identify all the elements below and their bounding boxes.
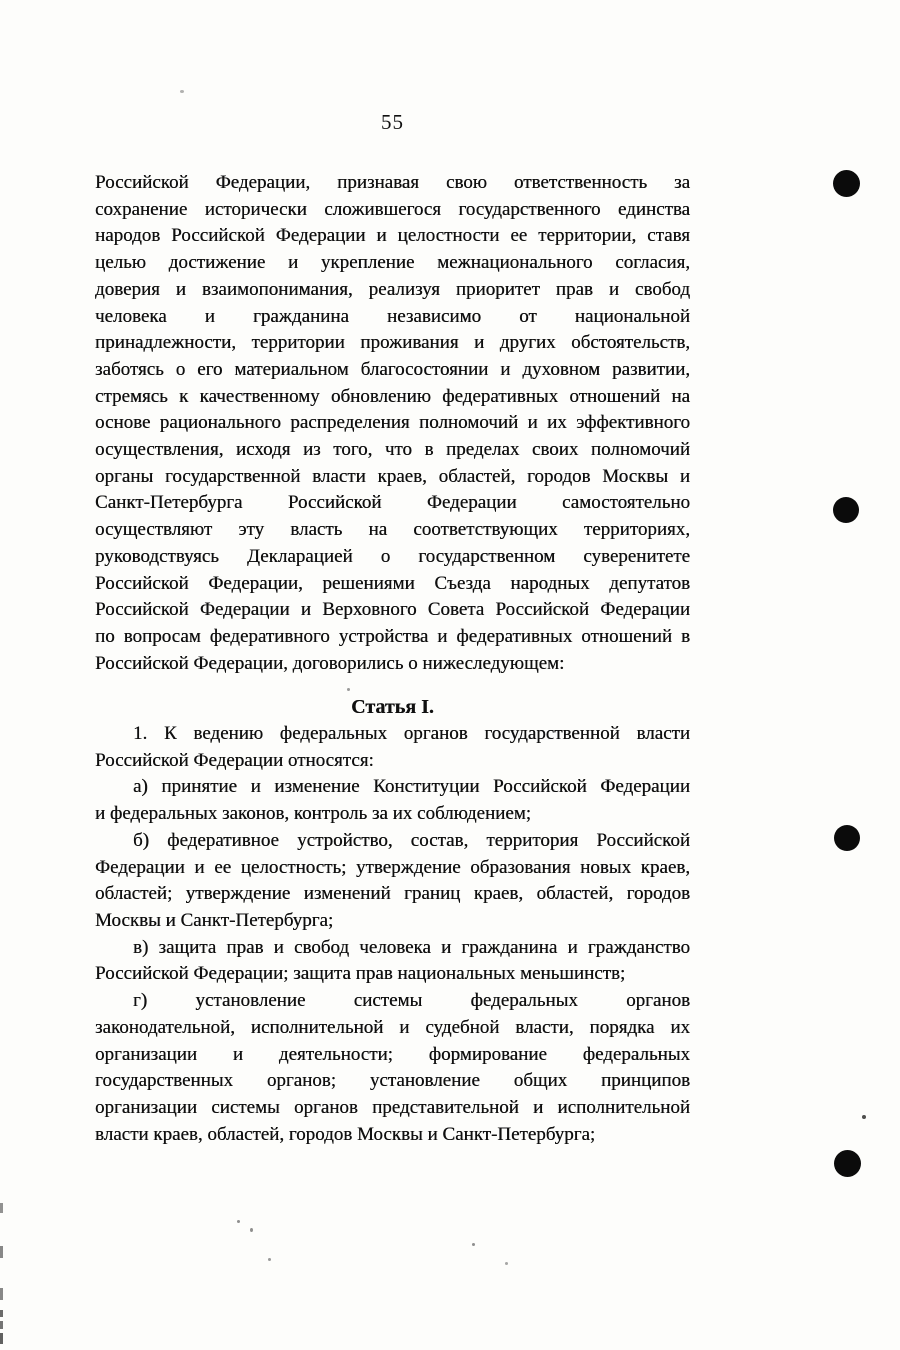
text-line: руководствуясь Декларацией о государственном суверенитете — [95, 545, 690, 567]
binder-hole-dot — [833, 497, 859, 523]
text-line: государственных органов; установление общих принципов — [95, 1070, 690, 1092]
scan-speck — [862, 1115, 866, 1119]
text-line: организации системы органов представительной и исполнительной — [95, 1096, 690, 1118]
article-item — [95, 935, 690, 988]
scan-edge-mark — [0, 1310, 3, 1317]
text-line: осуществления, исходя из того, что в пределах своих полномочий — [95, 439, 690, 461]
text-line: народов Российской Федерации и целостности ее территории, ставя — [95, 225, 690, 247]
text-line: доверия и взаимопонимания, реализуя приоритет прав и свобод — [95, 278, 690, 300]
scan-speck — [237, 1220, 240, 1223]
text-line: и федеральных законов, контроль за их соблюдением; — [95, 803, 532, 825]
text-line: областей; утверждение изменений границ краев, областей, городов — [95, 883, 690, 905]
text-line: осуществляют эту власть на соответствующих территориях, — [95, 519, 690, 541]
scan-edge-mark — [0, 1288, 3, 1300]
article-heading: Статья I. — [351, 696, 434, 719]
text-line: 1. К ведению федеральных органов государственной власти — [133, 723, 690, 745]
text-line: сохранение исторически сложившегося государственного единства — [95, 198, 690, 220]
scan-edge-mark — [0, 1203, 3, 1213]
article-item — [95, 774, 690, 827]
text-line: в) защита прав и свобод человека и гражданина и гражданство — [133, 936, 690, 958]
text-line: законодательной, исполнительной и судебной власти, порядка их — [95, 1016, 690, 1038]
preamble-paragraph — [95, 170, 690, 677]
document-body — [95, 170, 690, 1148]
text-line: Москвы и Санкт-Петербурга; — [95, 909, 334, 931]
article-items — [95, 721, 690, 1148]
text-line: Российской Федерации относятся: — [95, 749, 374, 771]
scan-edge-mark — [0, 1321, 3, 1329]
text-line: Российской Федерации, признавая свою ответственность за — [95, 172, 690, 193]
scan-edge-mark — [0, 1246, 3, 1258]
scan-edge-mark — [0, 1333, 3, 1344]
article-item — [95, 828, 690, 935]
binder-hole-dot — [833, 170, 860, 197]
scan-speck — [505, 1262, 508, 1265]
text-line: организации и деятельности; формирование федеральных — [95, 1043, 690, 1065]
text-line: Российской Федерации и Верховного Совета Российской Федерации — [95, 599, 690, 621]
scan-speck — [347, 688, 350, 691]
article-item — [95, 988, 690, 1148]
scan-speck — [472, 1243, 475, 1246]
text-line: целью достижение и укрепление межнационального согласия, — [95, 252, 690, 274]
article-item — [95, 721, 690, 774]
text-line: Российской Федерации, договорились о нижеследующем: — [95, 652, 565, 674]
text-line: Санкт-Петербурга Российской Федерации самостоятельно — [95, 492, 690, 514]
text-line: основе рационального распределения полномочий и их эффективного — [95, 412, 690, 434]
text-line: по вопросам федеративного устройства и федеративных отношений в — [95, 625, 690, 647]
page-number: 55 — [381, 110, 404, 134]
text-line: г) установление системы федеральных органов — [133, 990, 690, 1012]
binder-hole-dot — [834, 1150, 861, 1177]
text-line: Российской Федерации; защита прав национальных меньшинств; — [95, 963, 626, 985]
scan-speck — [268, 1258, 271, 1261]
text-line: а) принятие и изменение Конституции Российской Федерации — [133, 776, 690, 798]
text-line: стремясь к качественному обновлению федеративных отношений на — [95, 385, 690, 407]
text-line: принадлежности, территории проживания и других обстоятельств, — [95, 332, 690, 354]
binder-hole-dot — [834, 825, 860, 851]
text-line: Российской Федерации, решениями Съезда народных депутатов — [95, 572, 690, 594]
text-line: Федерации и ее целостность; утверждение образования новых краев, — [95, 856, 690, 878]
text-line: б) федеративное устройство, состав, территория Российской — [133, 829, 690, 851]
text-line: человека и гражданина независимо от национальной — [95, 305, 690, 327]
scan-speck — [180, 90, 184, 93]
text-line: власти краев, областей, городов Москвы и Санкт-Петербурга; — [95, 1123, 596, 1145]
text-line: заботясь о его материальном благосостоянии и духовном развитии, — [95, 358, 690, 380]
scan-speck — [250, 1228, 253, 1232]
text-line: органы государственной власти краев, областей, городов Москвы и — [95, 465, 690, 487]
